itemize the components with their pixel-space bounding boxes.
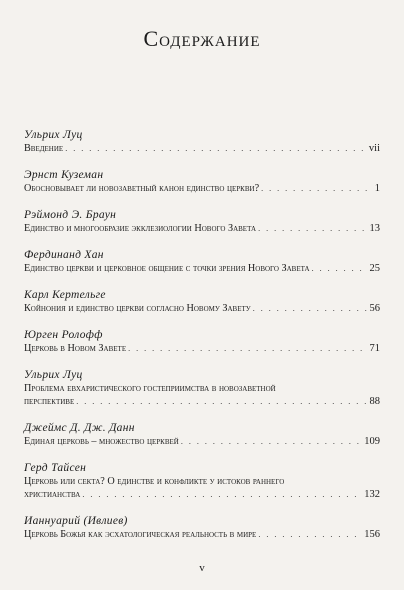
toc-entry (24, 209, 380, 235)
dot-leader (128, 345, 367, 353)
toc-entry-page: 88 (369, 396, 380, 407)
toc-entry-leader-line (24, 342, 380, 355)
toc-entry-leader-line (24, 222, 380, 235)
toc-entry (24, 289, 380, 315)
toc-entry-leader-line (24, 395, 380, 408)
toc-entry-leader-line (24, 182, 380, 195)
toc-entry-leader-line (24, 435, 380, 448)
toc-entry-page: 1 (374, 183, 380, 194)
toc-entry-leader-line (24, 488, 380, 501)
toc-entry-leader-line (24, 302, 380, 315)
toc-entry-page: 56 (369, 303, 380, 314)
toc-entry (24, 462, 380, 501)
toc-entry-author: Рэймонд Э. Браун (24, 209, 117, 221)
toc-entry (24, 329, 380, 355)
dot-leader (181, 438, 362, 446)
toc-entry (24, 369, 380, 408)
toc-entry-author: Фердинанд Хан (24, 249, 104, 261)
toc-entry-title: Единство церкви и церковное общение с точки зрения Нового Завета (24, 263, 310, 274)
toc-entry-page: 25 (369, 263, 380, 274)
dot-leader (82, 491, 362, 499)
toc-entry-title: Церковь в Новом Завете (24, 343, 127, 354)
toc-entry-page: vii (368, 143, 380, 154)
toc-entry-page: 156 (364, 529, 380, 540)
toc-entry (24, 422, 380, 448)
dot-leader (253, 305, 368, 313)
dot-leader (261, 185, 373, 193)
page-title: Содержание (143, 26, 261, 51)
toc-entry-author: Ианнуарий (Ивлиев) (24, 515, 128, 527)
toc-entry-page: 132 (364, 489, 380, 500)
dot-leader (65, 145, 367, 153)
dot-leader (312, 265, 368, 273)
toc-entry-title: Единство и многообразие экклезиологии Нового Завета (24, 223, 257, 234)
table-of-contents (24, 129, 380, 541)
toc-entry-leader-line (24, 142, 380, 155)
toc-entry-author: Юрген Ролофф (24, 329, 103, 341)
toc-entry-author: Карл Кертельге (24, 289, 106, 301)
toc-entry-title: христианства (24, 489, 81, 500)
toc-entry-page: 109 (364, 436, 380, 447)
toc-entry-title-line: Проблема евхаристического гостеприимства в новозаветной (24, 383, 276, 394)
toc-entry-author: Эрнст Куземан (24, 169, 104, 181)
toc-entry (24, 169, 380, 195)
toc-entry-author: Ульрих Луц (24, 129, 83, 141)
toc-entry-title: Койнония и единство церкви согласно Новому Завету (24, 303, 251, 314)
page-number: v (199, 562, 205, 574)
toc-entry (24, 249, 380, 275)
toc-entry-author: Герд Тайсен (24, 462, 87, 474)
toc-entry-title: перспективе (24, 396, 75, 407)
toc-entry-title: Введение (24, 143, 64, 154)
toc-entry-title: Обосновывает ли новозаветный канон единство церкви? (24, 183, 260, 194)
toc-entry (24, 515, 380, 541)
toc-entry-title-line: Церковь или секта? О единстве и конфликте у истоков раннего (24, 476, 285, 487)
toc-entry-leader-line (24, 262, 380, 275)
toc-entry-leader-line (24, 528, 380, 541)
toc-entry-author: Джеймс Д. Дж. Данн (24, 422, 135, 434)
toc-entry-title: Церковь Божья как эсхатологическая реальность в мире (24, 529, 257, 540)
dot-leader (258, 531, 362, 539)
toc-entry-title: Единая церковь – множество церквей (24, 436, 179, 447)
dot-leader (258, 225, 367, 233)
toc-entry-page: 71 (369, 343, 380, 354)
toc-entry (24, 129, 380, 155)
toc-entry-author: Ульрих Луц (24, 369, 83, 381)
toc-entry-page: 13 (369, 223, 380, 234)
dot-leader (76, 398, 367, 406)
